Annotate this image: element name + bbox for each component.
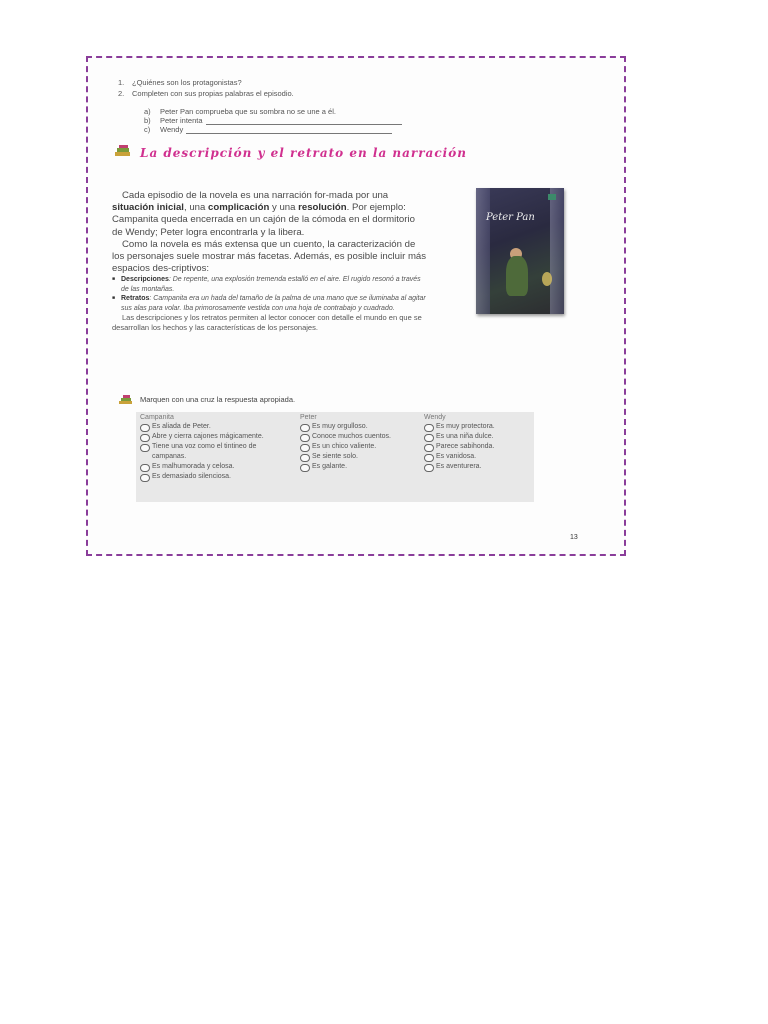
list-item <box>112 275 428 294</box>
bold-term: complicación <box>208 202 270 214</box>
subitem-a <box>144 107 336 116</box>
question-text: ¿Quiénes son los protagonistas? <box>132 78 242 87</box>
fairy-light <box>542 272 552 286</box>
option-item[interactable]: Es galante. <box>300 462 420 472</box>
checkbox-icon[interactable] <box>424 434 434 442</box>
checkbox-icon[interactable] <box>140 444 150 452</box>
option-item[interactable]: Tiene una voz como el tintineo de campanas. <box>140 442 290 462</box>
options-table <box>136 412 534 502</box>
option-item[interactable]: Es muy protectora. <box>424 422 532 432</box>
paragraph-text: Cada episodio de la novela es una narración for-mada por una <box>122 190 389 201</box>
option-item[interactable]: Es aventurera. <box>424 462 532 472</box>
subitem-text: Peter Pan comprueba que su sombra no se une a él. <box>160 107 336 116</box>
paragraph-text: y una <box>269 202 299 214</box>
answer-line[interactable] <box>186 126 392 134</box>
instruction-text: Marquen con una cruz la respuesta apropiada. <box>140 395 296 404</box>
option-item[interactable]: Es aliada de Peter. <box>140 422 290 432</box>
answer-line[interactable] <box>206 117 402 125</box>
option-item[interactable]: Es malhumorada y celosa. <box>140 462 290 472</box>
checkbox-icon[interactable] <box>140 464 150 472</box>
option-item[interactable]: Es un chico valiente. <box>300 442 420 452</box>
section-title: La descripción y el retrato en la narración <box>140 146 467 160</box>
column-header: Wendy <box>424 414 446 421</box>
checkbox-icon[interactable] <box>424 464 434 472</box>
column-wendy <box>424 414 532 472</box>
book-cover-title: Peter Pan <box>486 212 535 223</box>
subitem-text: Peter intenta <box>160 116 203 125</box>
checkbox-icon[interactable] <box>140 434 150 442</box>
column-header: Campanita <box>140 414 174 421</box>
book-stack-icon <box>114 144 132 158</box>
bold-term: resolución <box>298 202 347 214</box>
option-item[interactable]: Es demasiado silenciosa. <box>140 472 290 482</box>
subitem-letter: b) <box>144 116 151 125</box>
character-figure <box>506 256 528 296</box>
checkbox-icon[interactable] <box>300 434 310 442</box>
section-body <box>112 190 428 332</box>
checkbox-icon[interactable] <box>140 424 150 432</box>
page-number: 13 <box>570 534 578 541</box>
option-item[interactable]: Abre y cierra cajones mágicamente. <box>140 432 290 442</box>
option-item[interactable]: Es vanidosa. <box>424 452 532 462</box>
subitem-letter: c) <box>144 125 151 134</box>
checkbox-icon[interactable] <box>140 474 150 482</box>
book-cover-image <box>476 188 564 314</box>
option-item[interactable]: Es muy orgulloso. <box>300 422 420 432</box>
bullet-term: Descripciones <box>121 276 169 284</box>
checkbox-icon[interactable] <box>424 454 434 462</box>
option-item[interactable]: Es una niña dulce. <box>424 432 532 442</box>
subitem-letter: a) <box>144 107 151 116</box>
checkbox-icon[interactable] <box>424 444 434 452</box>
checkbox-icon[interactable] <box>300 424 310 432</box>
checkbox-icon[interactable] <box>300 444 310 452</box>
checkbox-icon[interactable] <box>300 454 310 462</box>
bullet-text: : De repente, una explosión tremenda estalló en el aire. El rugido resonó a través de las montañas. <box>121 276 421 293</box>
checkbox-icon[interactable] <box>424 424 434 432</box>
list-item <box>112 294 428 313</box>
question-text: Completen con sus propias palabras el episodio. <box>132 89 294 98</box>
subitem-c <box>144 125 392 134</box>
option-item[interactable]: Parece sabihonda. <box>424 442 532 452</box>
curtain-right <box>550 188 564 314</box>
paragraph-text: . Por ejemplo: Campanita queda encerrada en un cajón de la cómoda en el dormitorio de Wendy; Peter logra encontrarla y la libera. <box>112 202 415 238</box>
closing-paragraph: Las descripciones y los retratos permiten al lector conocer con detalle el mundo en que se desarrollan los hechos y las características de los personajes. <box>112 313 422 332</box>
column-peter <box>300 414 420 472</box>
subitem-b <box>144 116 402 125</box>
checkbox-icon[interactable] <box>300 464 310 472</box>
bullet-term: Retratos <box>121 295 150 303</box>
document-page <box>86 56 626 556</box>
book-stack-icon <box>118 394 134 406</box>
option-item[interactable]: Se siente solo. <box>300 452 420 462</box>
subitem-text: Wendy <box>160 125 184 134</box>
curtain-left <box>476 188 490 314</box>
bullet-list <box>112 275 428 313</box>
question-2 <box>118 89 294 98</box>
paragraph-1 <box>112 190 428 239</box>
publisher-badge <box>548 194 556 200</box>
paragraph-2: Como la novela es más extensa que un cuento, la caracterización de los personajes suele mostrar más facetas. Además, es posible incluir más espacios des-criptivos: <box>112 238 427 275</box>
question-number: 2. <box>118 89 125 98</box>
column-campanita <box>140 414 290 482</box>
bold-term: situación inicial <box>112 202 184 214</box>
bullet-text: : Campanita era un hada del tamaño de la palma de una mano que se iluminaba al agitar sus alas para volar. Iba primorosamente vestida con una hoja de contrabajo y cuadrado. <box>121 295 426 312</box>
question-1 <box>118 78 242 87</box>
paragraph-text: , una <box>183 202 208 214</box>
question-number: 1. <box>118 78 125 87</box>
column-header: Peter <box>300 414 317 421</box>
option-item[interactable]: Conoce muchos cuentos. <box>300 432 420 442</box>
